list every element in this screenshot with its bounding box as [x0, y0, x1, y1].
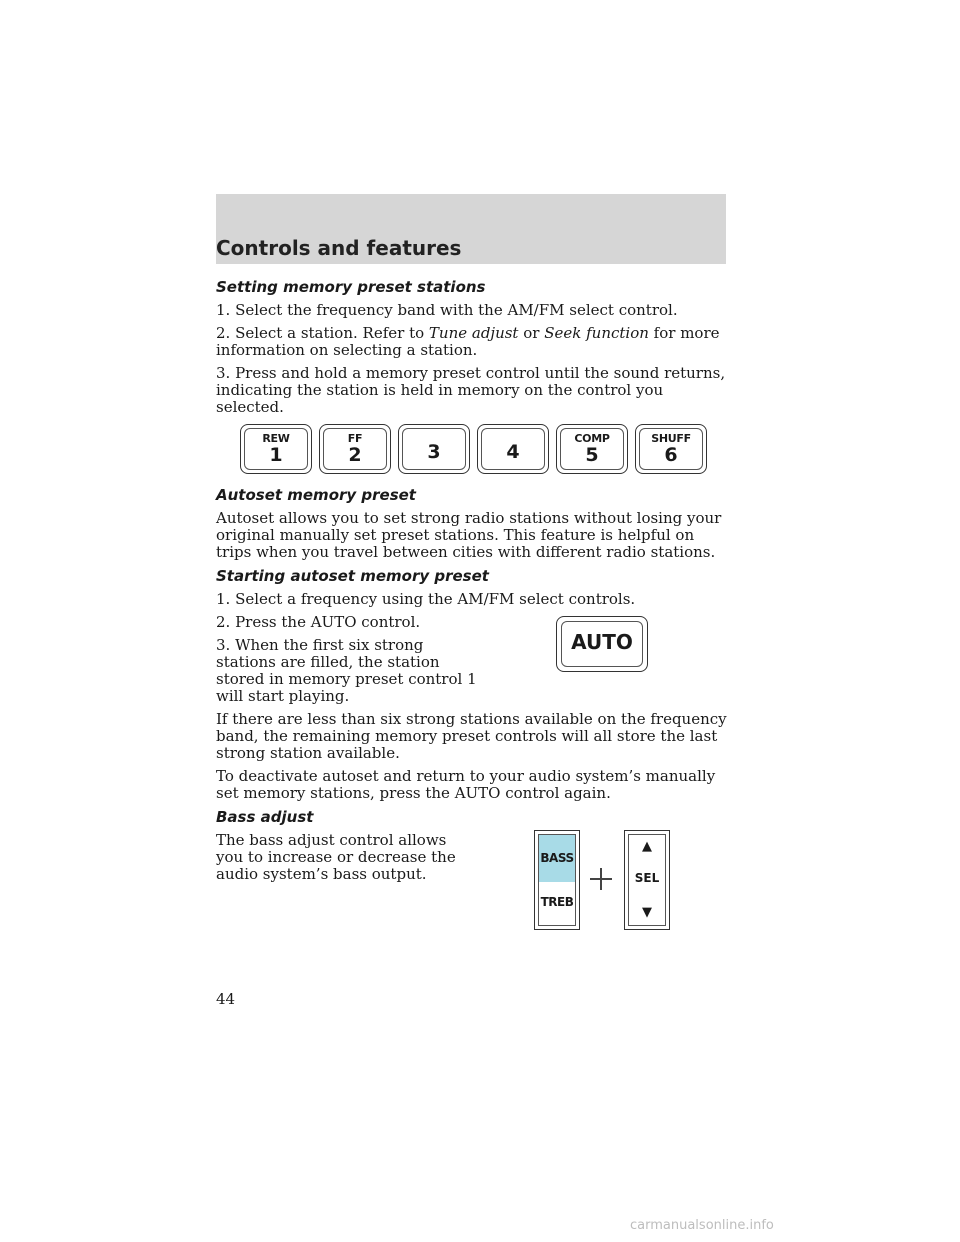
preset-button-1	[240, 424, 312, 474]
bass-label: BASS	[540, 851, 574, 865]
heading-autoset: Autoset memory preset	[216, 486, 416, 504]
preset-3-number: 3	[427, 441, 441, 463]
treb-label: TREB	[540, 895, 574, 909]
ref-tune-adjust: Tune adjust	[428, 324, 519, 342]
heading-starting-autoset: Starting autoset memory preset	[216, 567, 489, 585]
memory-step-3: 3. Press and hold a memory preset control until the sound returns, indicating the station is held in memory on the control you selected.	[216, 364, 726, 416]
watermark: carmanualsonline.info	[630, 1218, 774, 1233]
preset-button-6	[635, 424, 707, 474]
sel-button-illustration	[624, 830, 670, 930]
starting-para-2: To deactivate autoset and return to your audio system’s manually set memory stations, press the AUTO control again.	[216, 767, 716, 802]
auto-button-illustration	[556, 616, 648, 672]
preset-4-number: 4	[506, 441, 520, 463]
bass-treb-button-illustration	[534, 830, 580, 930]
preset-1-number: 1	[269, 444, 283, 466]
preset-2-number: 2	[348, 444, 362, 466]
section-title: Controls and features	[216, 236, 462, 260]
memory-step-2	[216, 325, 728, 359]
memory-step-1: 1. Select the frequency band with the AM/FM select control.	[216, 301, 678, 319]
memory-step-2-suffix: for more information on selecting a station.	[216, 324, 720, 359]
memory-step-2-prefix: 2. Select a station. Refer to	[216, 324, 429, 342]
preset-button-5	[556, 424, 628, 474]
ref-seek-function: Seek function	[544, 324, 649, 342]
heading-bass: Bass adjust	[216, 808, 314, 826]
down-arrow-icon: ▼	[642, 905, 652, 920]
page-content	[216, 278, 728, 920]
preset-button-row	[240, 424, 728, 474]
preset-2-top-label: FF	[347, 432, 363, 445]
heading-memory-preset: Setting memory preset stations	[216, 278, 486, 296]
preset-6-top-label: SHUFF	[651, 432, 691, 445]
memory-step-2-or: or	[518, 324, 545, 342]
preset-5-top-label: COMP	[574, 432, 610, 445]
up-arrow-icon: ▲	[642, 839, 652, 854]
auto-label: AUTO	[571, 630, 633, 654]
preset-5-number: 5	[585, 444, 599, 466]
plus-icon	[590, 868, 612, 890]
starting-step-2: 2. Press the AUTO control.	[216, 613, 421, 631]
bass-section	[216, 831, 728, 920]
bass-text: The bass adjust control allows you to increase or decrease the audio system’s bass output.	[216, 831, 456, 883]
starting-para-1: If there are less than six strong stations available on the frequency band, the remaining memory preset controls will all store the last strong station available.	[216, 710, 727, 762]
preset-6-number: 6	[664, 444, 678, 466]
starting-step-3: 3. When the first six strong stations are filled, the station stored in memory preset control 1 will start playing.	[216, 636, 477, 705]
preset-button-4	[477, 424, 549, 474]
auto-section	[216, 614, 728, 705]
page-number: 44	[216, 990, 236, 1008]
autoset-text: Autoset allows you to set strong radio stations without losing your original manually set preset stations. This feature is helpful on trips when you travel between cities with different radio stations.	[216, 509, 722, 561]
preset-1-top-label: REW	[262, 432, 290, 445]
sel-label: SEL	[634, 871, 660, 885]
starting-step-1: 1. Select a frequency using the AM/FM select controls.	[216, 590, 636, 608]
preset-button-3	[398, 424, 470, 474]
preset-button-2	[319, 424, 391, 474]
